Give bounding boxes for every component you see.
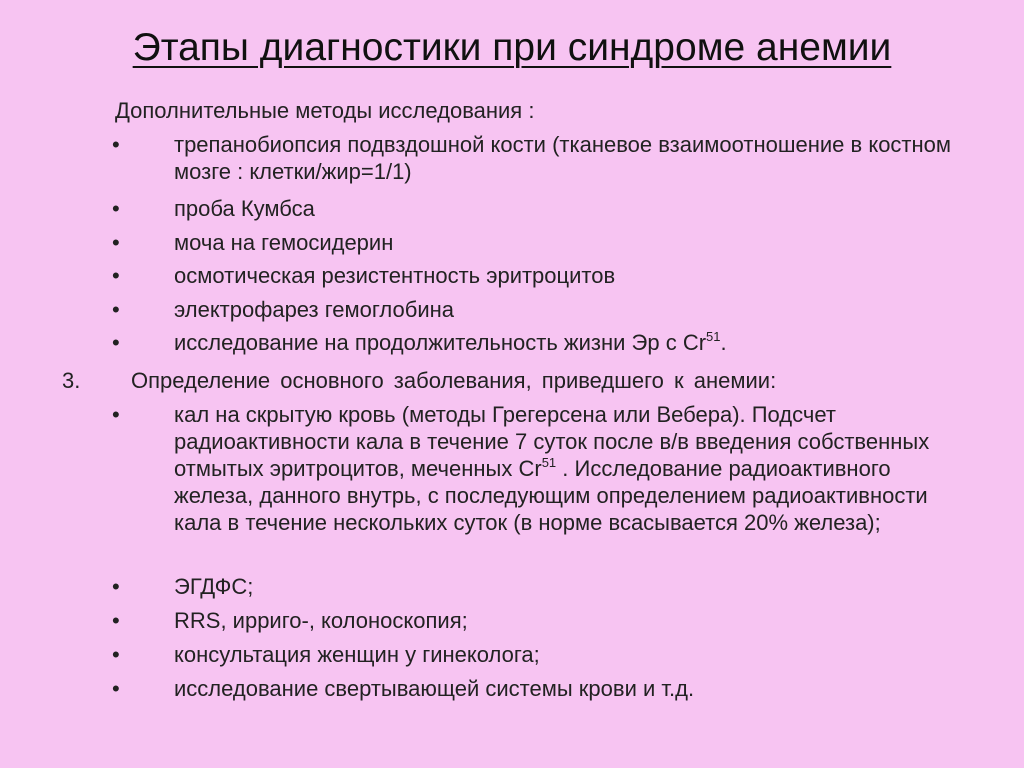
list-item-text: исследование свертывающей системы крови и т.д. [174, 676, 695, 701]
list-item-text: осмотическая резистентность эритроцитов [174, 263, 616, 288]
bullet-icon: • [112, 196, 120, 221]
list-item-part1: кал на скрытую кровь (методы Грегерсена или Вебера). Подсчет радиоактивности кала в течение 7 суток после в/в введения собственных отмытых эритроцитов, меченных Cr [174, 402, 930, 481]
bullet-icon: • [112, 574, 120, 599]
list-item-text: ЭГДФС; [174, 574, 254, 599]
bullet-icon: • [112, 676, 120, 701]
bullet-icon: • [112, 230, 120, 255]
slide-title: Этапы диагностики при синдроме анемии [132, 26, 892, 69]
section-heading: Определение основного заболевания, приведшего к анемии: [131, 368, 777, 393]
list-item-text: проба Кумбса [174, 196, 315, 221]
bullet-icon: • [112, 402, 120, 427]
bullet-icon: • [112, 132, 120, 157]
bullet-icon: • [112, 263, 120, 288]
list-item-text: консультация женщин у гинеколога; [174, 642, 540, 667]
bullet-icon: • [112, 642, 120, 667]
list-item-text: RRS, ирриго-, колоноскопия; [174, 608, 468, 633]
list-item-text [174, 329, 974, 356]
list-item-text: электрофарез гемоглобина [174, 297, 455, 322]
bullet-icon: • [112, 330, 120, 355]
superscript: 51 [541, 455, 557, 470]
list-item-main-text: исследование на продолжительность жизни Эр с Cr [174, 330, 707, 355]
intro-text: Дополнительные методы исследования : [115, 98, 535, 123]
list-item-tail: . [720, 330, 727, 355]
list-item-text [174, 401, 964, 536]
list-item-part2: . Исследование радиоактивного железа, данного внутрь, с последующим определением радиоактивности кала в течение нескольких суток (в норме всасывается 20% железа); [174, 456, 928, 535]
superscript: 51 [706, 329, 721, 344]
list-item-text: трепанобиопсия подвздошной кости (тканевое взаимоотношение в костном мозге : клетки/жир=1/1) [174, 132, 952, 184]
bullet-icon: • [112, 608, 120, 633]
list-item-text: моча на гемосидерин [174, 230, 394, 255]
bullet-icon: • [112, 297, 120, 322]
section-number: 3. [62, 368, 81, 393]
